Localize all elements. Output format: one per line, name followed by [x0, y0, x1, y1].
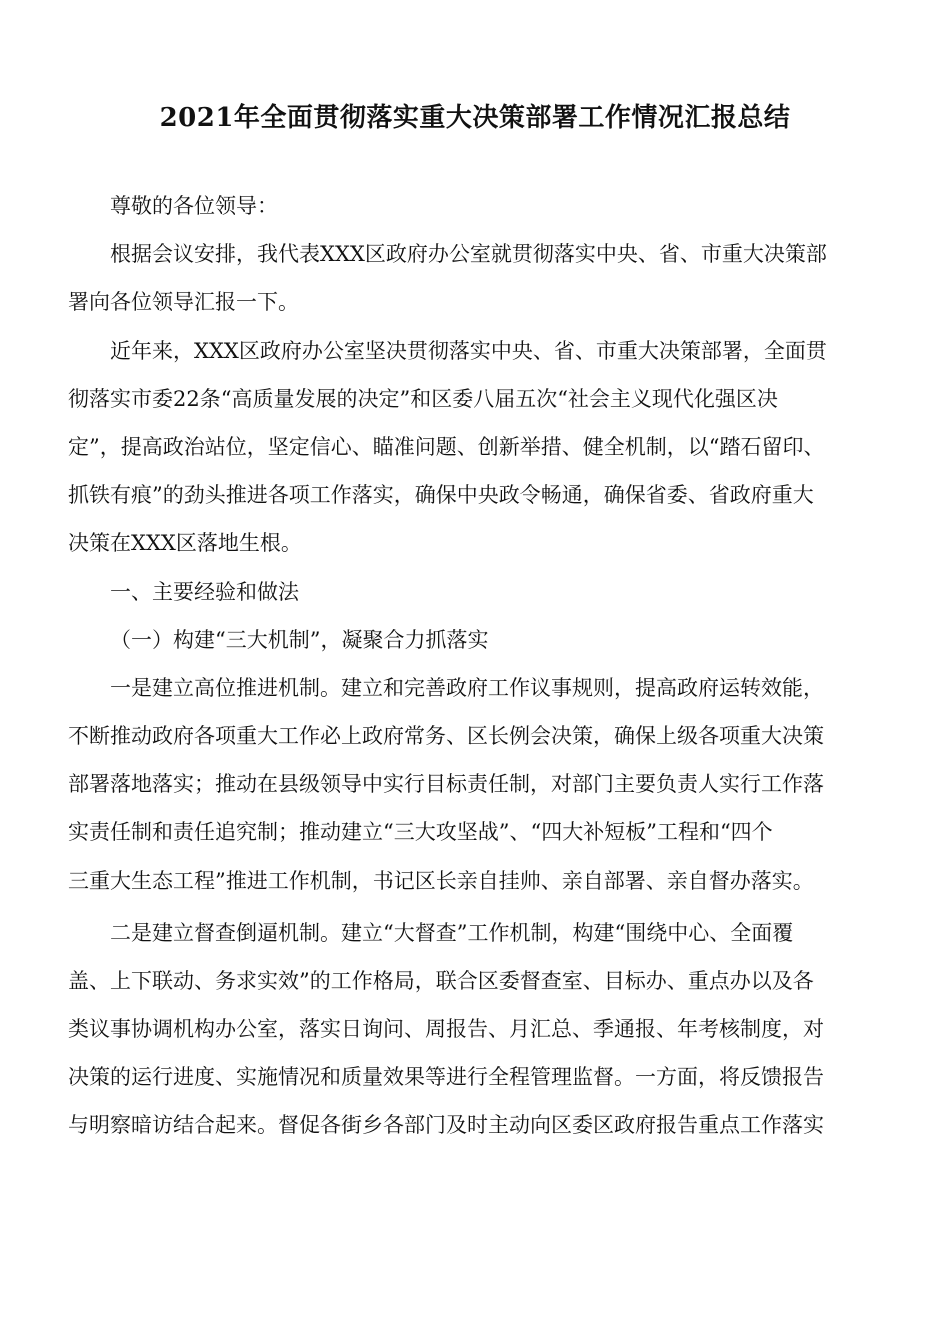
text-line: 署向各位领导汇报一下。: [68, 290, 299, 315]
salutation-paragraph: [68, 182, 884, 230]
text-line: 一、主要经验和做法: [110, 579, 299, 604]
intro-paragraph: [68, 230, 884, 326]
text-line: 决策的运行进度、实施情况和质量效果等进行全程管理监督。一方面，将反馈报告: [68, 1065, 824, 1090]
text-line: 抓铁有痕”的劲头推进各项工作落实，确保中央政令畅通，确保省委、省政府重大: [68, 483, 814, 508]
text-line: 近年来，XXX区政府办公室坚决贯彻落实中央、省、市重大决策部署，全面贯: [110, 338, 827, 363]
text-line: 三重大生态工程”推进工作机制，书记区长亲自挂帅、亲自部署、亲自督办落实。: [68, 868, 814, 893]
text-line: 盖、上下联动、务求实效”的工作格局，联合区委督查室、目标办、重点办以及各: [68, 968, 814, 993]
text-line: 二是建立督查倒逼机制。建立“大督查”工作机制，构建“围绕中心、全面覆: [110, 920, 794, 945]
text-line: （一）构建“三大机制”，凝聚合力抓落实: [110, 627, 489, 652]
section-heading: [68, 568, 884, 616]
text-line: 根据会议安排，我代表XXX区政府办公室就贯彻落实中央、省、市重大决策部: [110, 242, 827, 267]
document-body: [68, 182, 884, 1150]
text-line: 彻落实市委22条“高质量发展的决定”和区委八届五次“社会主义现代化强区决: [68, 386, 778, 411]
text-line: 部署落地落实；推动在县级领导中实行目标责任制，对部门主要负责人实行工作落: [68, 772, 824, 797]
mechanism-one-paragraph: [68, 664, 884, 905]
text-line: 与明察暗访结合起来。督促各街乡各部门及时主动向区委区政府报告重点工作落实: [68, 1113, 824, 1138]
text-line: 决策在XXX区落地生根。: [68, 531, 302, 556]
text-line: 实责任制和责任追究制；推动建立“三大攻坚战”、“四大补短板”工程和“四个: [68, 820, 773, 845]
document-title: 2021年全面贯彻落实重大决策部署工作情况汇报总结: [159, 103, 791, 133]
subsection-heading: [68, 616, 884, 664]
mechanism-two-paragraph: [68, 909, 884, 1150]
text-line: 类议事协调机构办公室，落实日询问、周报告、月汇总、季通报、年考核制度，对: [68, 1016, 824, 1041]
text-line: 定”，提高政治站位，坚定信心、瞄准问题、创新举措、健全机制，以“踏石留印、: [68, 434, 825, 459]
text-line: 尊敬的各位领导：: [110, 194, 278, 218]
overview-paragraph: [68, 327, 884, 568]
text-line: 不断推动政府各项重大工作必上政府常务、区长例会决策，确保上级各项重大决策: [68, 724, 824, 749]
text-line: 一是建立高位推进机制。建立和完善政府工作议事规则，提高政府运转效能，: [110, 675, 824, 700]
